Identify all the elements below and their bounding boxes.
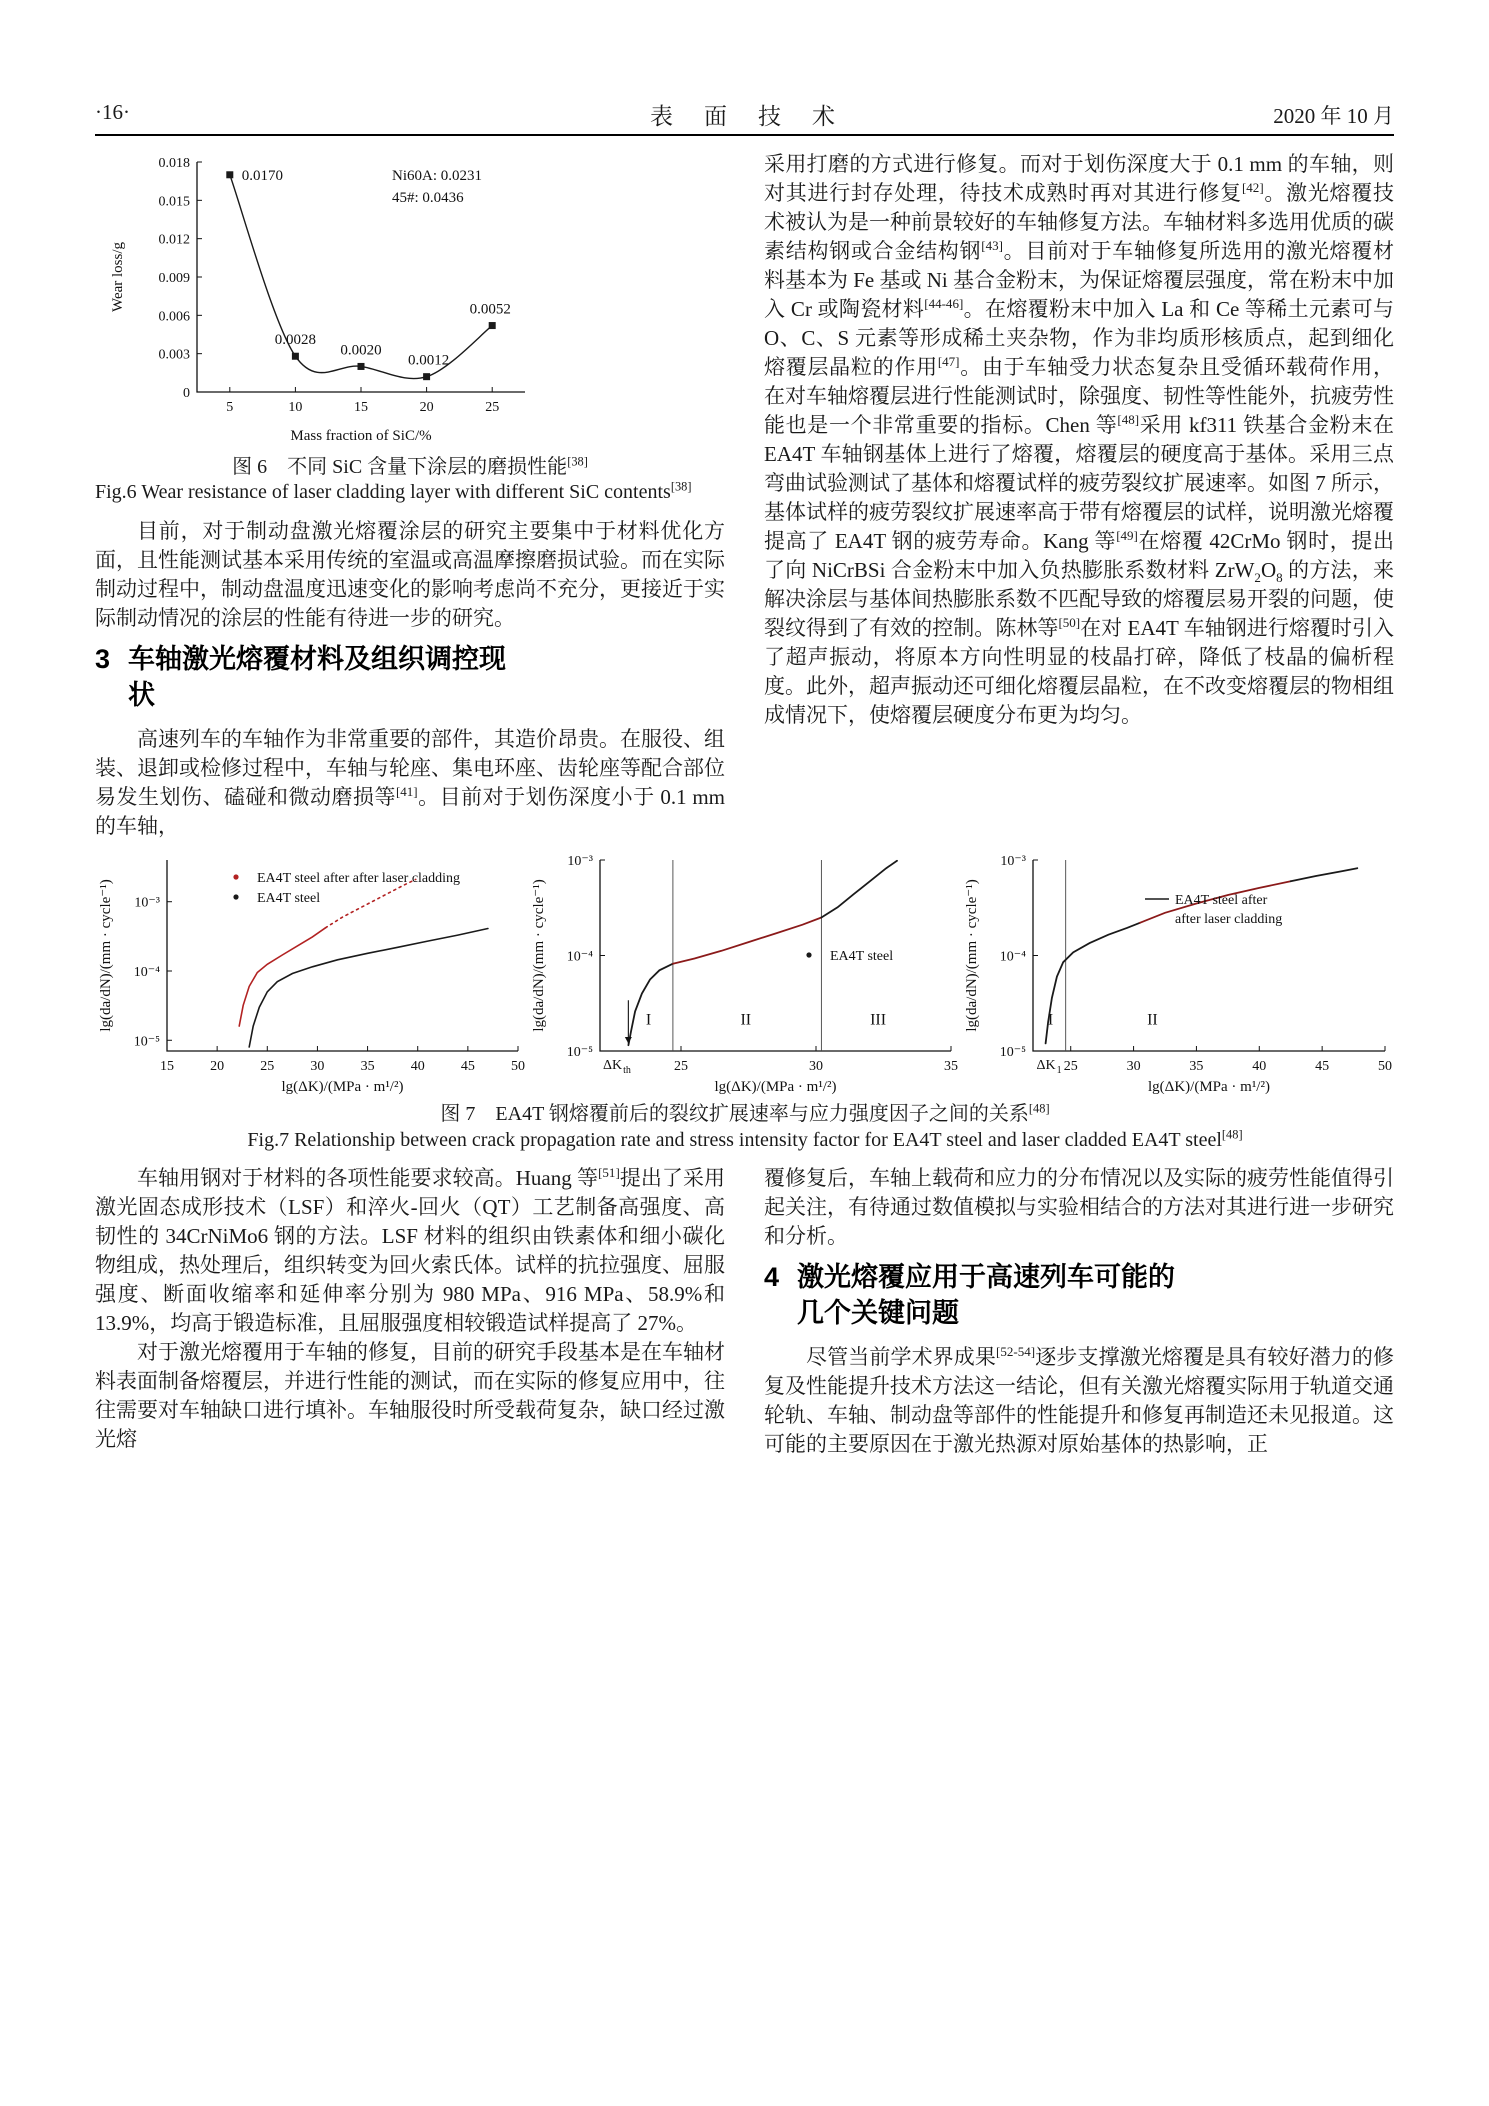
fig7-caption-en: Fig.7 Relationship between crack propagation rate and stress intensity factor for EA4T steel and laser cladded EA4T steel[48]	[247, 1127, 1243, 1151]
page-number: ·16·	[95, 100, 130, 124]
svg-text:0.0052: 0.0052	[469, 301, 511, 318]
issue-date: 2020 年 10 月	[1273, 104, 1394, 128]
fig7-chart-row	[95, 854, 1395, 1099]
fig7-chart-laser-cladded	[961, 854, 1395, 1099]
svg-text:30: 30	[310, 1059, 325, 1074]
svg-text:45: 45	[460, 1059, 475, 1074]
paragraph-brake-disc-summary: 目前，对于制动盘激光熔覆涂层的研究主要集中于材料优化方面，且性能测试基本采用传统的室温或高温摩擦磨损试验。而在实际制动过程中，制动盘温度迅速变化的影响考虑尚不充分，更接近于实际制动情况的涂层的性能有待进一步的研究。	[95, 519, 725, 630]
svg-text:15: 15	[160, 1059, 174, 1074]
svg-text:0.012: 0.012	[158, 232, 190, 248]
section-3-heading	[95, 641, 725, 713]
svg-text:lg(ΔK)/(MPa · m¹/²): lg(ΔK)/(MPa · m¹/²)	[281, 1079, 404, 1095]
figure-6	[95, 150, 725, 505]
svg-text:20: 20	[419, 400, 434, 415]
svg-text:5: 5	[226, 400, 234, 415]
svg-text:50: 50	[1378, 1059, 1392, 1074]
svg-text:10: 10	[288, 400, 303, 415]
svg-text:35: 35	[360, 1059, 375, 1074]
svg-text:0.0028: 0.0028	[274, 332, 317, 349]
svg-text:EA4T steel: EA4T steel	[830, 949, 894, 964]
svg-text:10⁻⁴: 10⁻⁴	[999, 949, 1026, 965]
fig6-wear-loss-chart	[107, 150, 537, 448]
svg-text:10⁻⁵: 10⁻⁵	[133, 1034, 160, 1050]
svg-text:25: 25	[485, 400, 500, 415]
svg-text:0.015: 0.015	[158, 194, 190, 210]
paragraph-axle-steel-lsf: 车轴用钢对于材料的各项性能要求较高。Huang 等[51]提出了采用激光固态成形技术（LSF）和淬火-回火（QT）工艺制备高强度、高韧性的 34CrNiMo6 钢的方法。LSF 材料的组织由铁素体和细小碳化物组成，热处理后，组织转变为回火索氏体。试样的抗拉强度、屈服强度、断面收缩率和延伸率分别为 980 MPa、916 MPa、58.9%和 13.9%，均高于锻造标准，且屈服强度相较锻造试样提高了 27%。	[95, 1165, 725, 1335]
paragraph-axle-repair: 采用打磨的方式进行修复。而对于划伤深度大于 0.1 mm 的车轴，则对其进行封存处理，待技术成熟时再对其进行修复[42]。激光熔覆技术被认为是一种前景较好的车轴修复方法。车轴材料多选用优质的碳素结构钢或合金结构钢[43]。目前对于车轴修复所选用的激光熔覆材料基本为 Fe 基或 Ni 基合金粉末，为保证熔覆层强度，常在粉末中加入 Cr 或陶瓷材料[44-46]。在熔覆粉末中加入 La 和 Ce 等稀土元素可与 O、C、S 元素等形成稀土夹杂物，作为非均质形核质点，起到细化熔覆层晶粒的作用[47]。由于车轴受力状态复杂且受循环载荷作用，在对车轴熔覆层进行性能测试时，除强度、韧性等性能外，抗疲劳性能也是一个非常重要的指标。Chen 等[48]采用 kf311 铁基合金粉末在 EA4T 车轴钢基体上进行了熔覆，熔覆层的硬度高于基体。采用三点弯曲试验测试了基体和熔覆试样的疲劳裂纹扩展速率。如图 7 所示，基体试样的疲劳裂纹扩展速率高于带有熔覆层的试样，说明激光熔覆提高了 EA4T 钢的疲劳寿命。Kang 等[49]在熔覆 42CrMo 钢时，提出了向 NiCrBSi 合金粉末中加入负热膨胀系数材料 $ZrW_2O_8$ 的方法，来解决涂层与基体间热膨胀系数不匹配导致的熔覆层易开裂的问题，使裂纹得到了有效的控制。陈林等[50]在对 EA4T 车轴钢进行熔覆时引入了超声振动，将原本方向性明显的枝晶打碎，降低了枝晶的偏析程度。此外，超声振动还可细化熔覆层晶粒，在不改变熔覆层的物相组成情况下，使熔覆层硬度分布更为均匀。	[764, 152, 1395, 727]
svg-text:15: 15	[354, 400, 368, 415]
svg-text:Mass fraction of SiC/%: Mass fraction of SiC/%	[290, 428, 432, 444]
svg-text:Wear loss/g: Wear loss/g	[110, 241, 126, 313]
svg-text:II: II	[740, 1011, 752, 1029]
svg-text:0.0012: 0.0012	[407, 352, 450, 369]
svg-text:0.009: 0.009	[158, 271, 190, 286]
right-column-top	[764, 150, 1394, 730]
paragraph-key-issues: 尽管当前学术界成果[52-54]逐步支撑激光熔覆是具有较好潜力的修复及性能提升技术方法这一结论，但有关激光熔覆实际用于轨道交通轮轨、车轴、制动盘等部件的性能提升和修复再制造还未见报道。这可能的主要原因在于激光热源对原始基体的热影响，正	[764, 1344, 1395, 1456]
paragraph-axle-cladding-repair: 对于激光熔覆用于车轴的修复，目前的研究手段基本是在车轴材料表面制备熔覆层，并进行性能的测试，而在实际的修复应用中，往往需要对车轴缺口进行填补。车轴服役时所受载荷复杂，缺口经过激光熔	[95, 1340, 725, 1451]
section-4-title: 激光熔覆应用于高速列车可能的几个关键问题	[797, 1262, 1176, 1328]
section-4-heading	[764, 1259, 1394, 1331]
svg-text:III: III	[870, 1011, 887, 1029]
svg-text:50: 50	[511, 1059, 525, 1074]
section-4-number: 4	[764, 1262, 780, 1292]
svg-text:1: 1	[1056, 1065, 1062, 1076]
svg-text:EA4T steel after: EA4T steel after	[1175, 893, 1268, 908]
svg-text:0.0170: 0.0170	[241, 167, 284, 184]
svg-text:20: 20	[210, 1059, 225, 1074]
svg-text:I: I	[1047, 1011, 1054, 1029]
svg-text:II: II	[1147, 1011, 1158, 1029]
svg-text:lg(da/dN)/(mm · cycle⁻¹): lg(da/dN)/(mm · cycle⁻¹)	[964, 879, 980, 1032]
left-column-bottom	[95, 1164, 725, 1454]
svg-text:ΔK: ΔK	[1036, 1058, 1056, 1073]
svg-text:45: 45	[1315, 1059, 1330, 1074]
paragraph-axle-intro: 高速列车的车轴作为非常重要的部件，其造价昂贵。在服役、组装、退卸或检修过程中，车轴与轮座、集电环座、齿轮座等配合部位易发生划伤、磕碰和微动磨损等[41]。目前对于划伤深度小于 0.1 mm 的车轴，	[95, 727, 726, 838]
svg-text:25: 25	[260, 1059, 275, 1074]
fig7-chart-ea4t-steel	[528, 854, 961, 1099]
svg-text:10⁻³: 10⁻³	[567, 854, 593, 869]
left-column-top	[95, 150, 725, 841]
svg-text:40: 40	[410, 1059, 425, 1074]
svg-text:35: 35	[944, 1059, 958, 1074]
figure-7	[95, 854, 1395, 1153]
svg-text:30: 30	[809, 1059, 823, 1074]
svg-text:th: th	[623, 1065, 631, 1076]
svg-text:25: 25	[1063, 1059, 1078, 1074]
svg-text:lg(ΔK)/(MPa · m¹/²): lg(ΔK)/(MPa · m¹/²)	[1148, 1079, 1270, 1095]
svg-text:ΔK: ΔK	[603, 1058, 623, 1073]
fig6-caption-en: Fig.6 Wear resistance of laser cladding layer with different SiC contents[38]	[95, 479, 692, 503]
svg-text:10⁻⁴: 10⁻⁴	[566, 949, 593, 965]
fig6-caption-cn: 图 6 不同 SiC 含量下涂层的磨损性能[38]	[232, 454, 588, 478]
svg-text:lg(ΔK)/(MPa · m¹/²): lg(ΔK)/(MPa · m¹/²)	[714, 1079, 837, 1095]
right-column-bottom	[764, 1164, 1394, 1459]
svg-text:30: 30	[1126, 1059, 1141, 1074]
svg-text:Ni60A: 0.0231: Ni60A: 0.0231	[392, 168, 482, 184]
svg-text:0: 0	[183, 386, 190, 401]
svg-text:10⁻³: 10⁻³	[1000, 854, 1026, 869]
svg-text:10⁻⁵: 10⁻⁵	[566, 1045, 593, 1060]
svg-text:EA4T steel after after laser c: EA4T steel after after laser cladding	[257, 871, 461, 886]
svg-text:I: I	[645, 1011, 652, 1029]
svg-text:0.0020: 0.0020	[340, 342, 382, 359]
svg-text:EA4T steel: EA4T steel	[257, 891, 321, 906]
header-rule	[95, 134, 1394, 136]
svg-text:25: 25	[674, 1059, 688, 1074]
svg-text:10⁻³: 10⁻³	[134, 895, 160, 911]
svg-text:0.006: 0.006	[158, 309, 190, 325]
paragraph-repair-continued: 覆修复后，车轴上载荷和应力的分布情况以及实际的疲劳性能值得引起关注，有待通过数值模拟与实验相结合的方法对其进行进一步研究和分析。	[764, 1166, 1394, 1248]
svg-text:lg(da/dN)/(mm · cycle⁻¹): lg(da/dN)/(mm · cycle⁻¹)	[531, 879, 547, 1032]
svg-text:0.018: 0.018	[158, 156, 190, 171]
svg-text:45#: 0.0436: 45#: 0.0436	[392, 190, 464, 206]
fig7-caption-cn: 图 7 EA4T 钢熔覆前后的裂纹扩展速率与应力强度因子之间的关系[48]	[440, 1101, 1050, 1125]
journal-title: 表 面 技 术	[650, 104, 839, 129]
svg-text:35: 35	[1189, 1059, 1204, 1074]
section-3-number: 3	[95, 644, 111, 674]
svg-text:lg(da/dN)/(mm · cycle⁻¹): lg(da/dN)/(mm · cycle⁻¹)	[98, 879, 114, 1032]
svg-text:10⁻⁴: 10⁻⁴	[133, 964, 160, 980]
svg-text:40: 40	[1252, 1059, 1267, 1074]
fig7-chart-comparison	[95, 854, 528, 1099]
svg-text:0.003: 0.003	[158, 347, 190, 363]
section-3-title: 车轴激光熔覆材料及组织调控现状	[128, 644, 507, 710]
svg-text:10⁻⁵: 10⁻⁵	[999, 1045, 1026, 1060]
svg-text:after laser cladding: after laser cladding	[1175, 912, 1283, 927]
